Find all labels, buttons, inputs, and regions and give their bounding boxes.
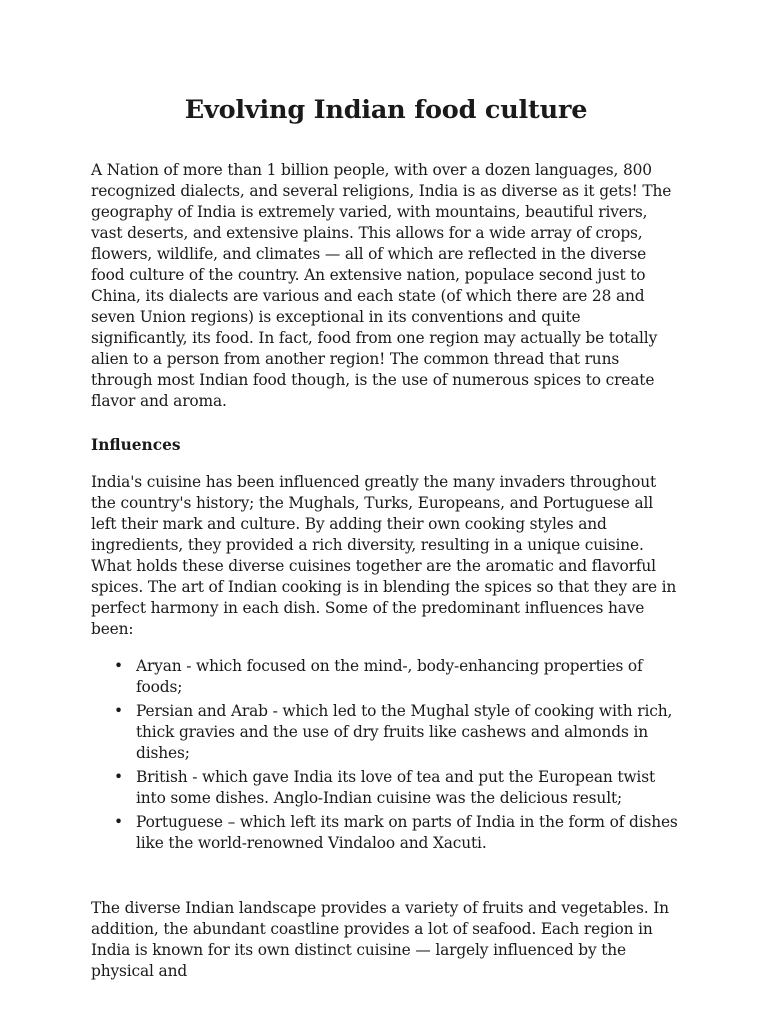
list-item-aryan: • Aryan - which focused on the mind-, body-enhancing properties of foods; [136,656,681,698]
list-item-portuguese: • Portuguese – which left its mark on parts of India in the form of dishes like the world-renowned Vindaloo and Xacuti. [136,812,681,854]
document-body [91,92,681,982]
list-item-persian-arab: • Persian and Arab - which led to the Mughal style of cooking with rich, thick gravies and the use of dry fruits like cashews and almonds in dishes; [136,701,681,764]
influences-list [91,656,681,854]
intro-paragraph: A Nation of more than 1 billion people, with over a dozen languages, 800 recognized dialects, and several religions, India is as diverse as it gets! The geography of India is extremely varied, with mountains, beautiful rivers, vast deserts, and extensive plains. This allows for a wide array of crops, flowers, wildlife, and climates — all of which are reflected in the diverse food culture of the country. An extensive nation, populace second just to China, its dialects are various and each state (of which there are 28 and seven Union regions) is exceptional in its conventions and quite significantly, its food. In fact, food from one region may actually be totally alien to a person from another region! The common thread that runs through most Indian food though, is the use of numerous spices to create flavor and aroma. [91,161,672,410]
influences-paragraph: India's cuisine has been influenced greatly the many invaders throughout the country's history; the Mughals, Turks, Europeans, and Portuguese all left their mark and culture. By adding their own cooking styles and ingredients, they provided a rich diversity, resulting in a unique cuisine. What holds these diverse cuisines together are the aromatic and flavorful spices. The art of Indian cooking is in blending the spices so that they are in perfect harmony in each dish. Some of the predominant influences have been: [91,473,677,638]
document-title: Evolving Indian food culture [184,95,588,125]
influences-heading: Influences [91,436,181,454]
list-item-british: • British - which gave India its love of tea and put the European twist into some dishes. Anglo-Indian cuisine was the delicious result; [136,767,681,809]
landscape-paragraph: The diverse Indian landscape provides a variety of fruits and vegetables. In addition, the abundant coastline provides a lot of seafood. Each region in India is known for its own distinct cuisine — largely influenced by the physical and [91,899,669,980]
